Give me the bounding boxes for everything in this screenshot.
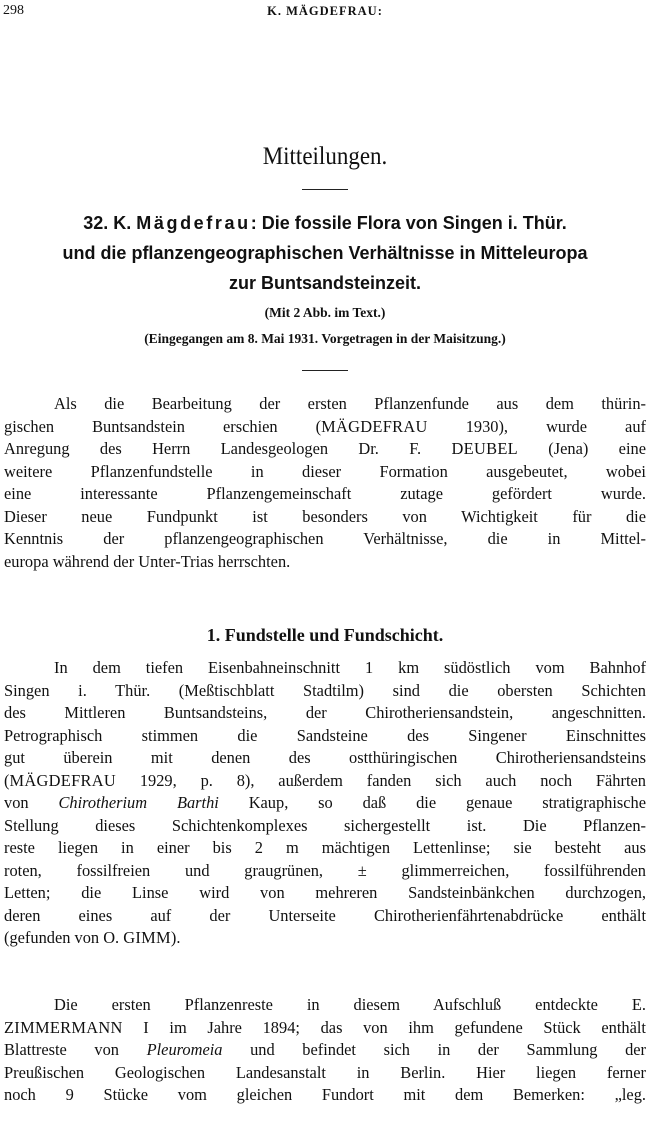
running-head: [3, 3, 647, 21]
article-title: [0, 208, 650, 298]
text-line: Blattreste von Pleuromeia und befindet sich in der Sammlung der: [4, 1040, 646, 1059]
text-line: Als die Bearbeitung der ersten Pflanzenfunde aus dem thürin-: [54, 394, 646, 413]
text-line: weitere Pflanzenfundstelle in dieser Formation ausgebeutet, wobei: [4, 461, 646, 481]
text-line: Die ersten Pflanzenreste in diesem Aufschluß entdeckte E.: [54, 995, 646, 1014]
text-line: eine interessante Pflanzengemeinschaft zutage gefördert wurde.: [4, 484, 646, 503]
text-line: gischen Buntsandstein erschien (MÄGDEFRAU 1930), wurde auf: [4, 416, 646, 436]
text-line: deren eines auf der Unterseite Chirotherienfährtenabdrücke enthält: [4, 905, 646, 925]
text-line: (gefunden von O. GIMM).: [4, 928, 181, 947]
text-line: Singen i. Thür. (Meßtischblatt Stadtilm) sind die obersten Schichten: [4, 680, 646, 700]
section-title: Mitteilungen.: [262, 141, 388, 170]
text-line: In dem tiefen Eisenbahneinschnitt 1 km südöstlich vom Bahnhof: [54, 658, 646, 677]
text-line: Stellung dieses Schichtenkomplexes sichergestellt ist. Die Pflanzen-: [4, 815, 646, 835]
text-line: europa während der Unter-Trias herrschten.: [4, 551, 291, 571]
text-line: des Mittleren Buntsandsteins, der Chirotheriensandstein, angeschnitten.: [4, 703, 646, 722]
text-line: noch 9 Stücke vom gleichen Fundort mit dem Bemerken: „leg.: [4, 1085, 646, 1104]
article-title-line: und die pflanzengeographischen Verhältnisse in Mitteleuropa: [62, 243, 588, 263]
author-name-spaced: Mägdefrau: [136, 213, 251, 233]
article-title-line: 32. K. Mägdefrau: Die fossile Flora von Singen i. Thür.: [83, 213, 567, 233]
text-line: Petrographisch stimmen die Sandsteine des Singener Einschnittes: [4, 725, 646, 745]
header-rule: [302, 370, 348, 371]
section-heading: 1. Fundstelle und Fundschicht.: [206, 625, 444, 645]
text-line: von Chirotherium Barthi Kaup, so daß die genaue stratigraphische: [4, 793, 646, 812]
text-line: ZIMMERMANN I im Jahre 1894; das von ihm gefundene Stück enthält: [4, 1017, 646, 1037]
text-line: Anregung des Herrn Landesgeologen Dr. F. DEUBEL (Jena) eine: [4, 439, 646, 458]
section1-paragraph: [4, 657, 646, 950]
text-line: gut überein mit denen des ostthüringischen Chirotheriensandsteins: [4, 748, 646, 767]
text-line: reste liegen in einer bis 2 m mächtigen Lettenlinse; sie besteht aus: [4, 838, 646, 857]
text-line: (MÄGDEFRAU 1929, p. 8), außerdem fanden sich auch noch Fährten: [4, 770, 646, 790]
running-title: K. MÄGDEFRAU:: [267, 4, 383, 18]
section1b-paragraph: [4, 994, 646, 1107]
text-line: Kenntnis der pflanzengeographischen Verhältnisse, die in Mittel-: [4, 529, 646, 548]
title-rule: [302, 189, 348, 190]
text-line: Preußischen Geologischen Landesanstalt in Berlin. Hier liegen ferner: [4, 1062, 646, 1082]
figures-note: (Mit 2 Abb. im Text.): [264, 305, 386, 320]
article-title-line: zur Buntsandsteinzeit.: [228, 273, 421, 293]
text-line: Letten; die Linse wird von mehreren Sandsteinbänkchen durchzogen,: [4, 883, 646, 902]
intro-paragraph: [4, 393, 646, 573]
received-note: (Eingegangen am 8. Mai 1931. Vorgetragen in der Maisitzung.): [144, 331, 506, 346]
text-line: Dieser neue Fundpunkt ist besonders von Wichtigkeit für die: [4, 506, 646, 526]
text-line: roten, fossilfreien und graugrünen, ± glimmerreichen, fossilführenden: [4, 860, 646, 880]
page-number: 298: [3, 3, 24, 18]
